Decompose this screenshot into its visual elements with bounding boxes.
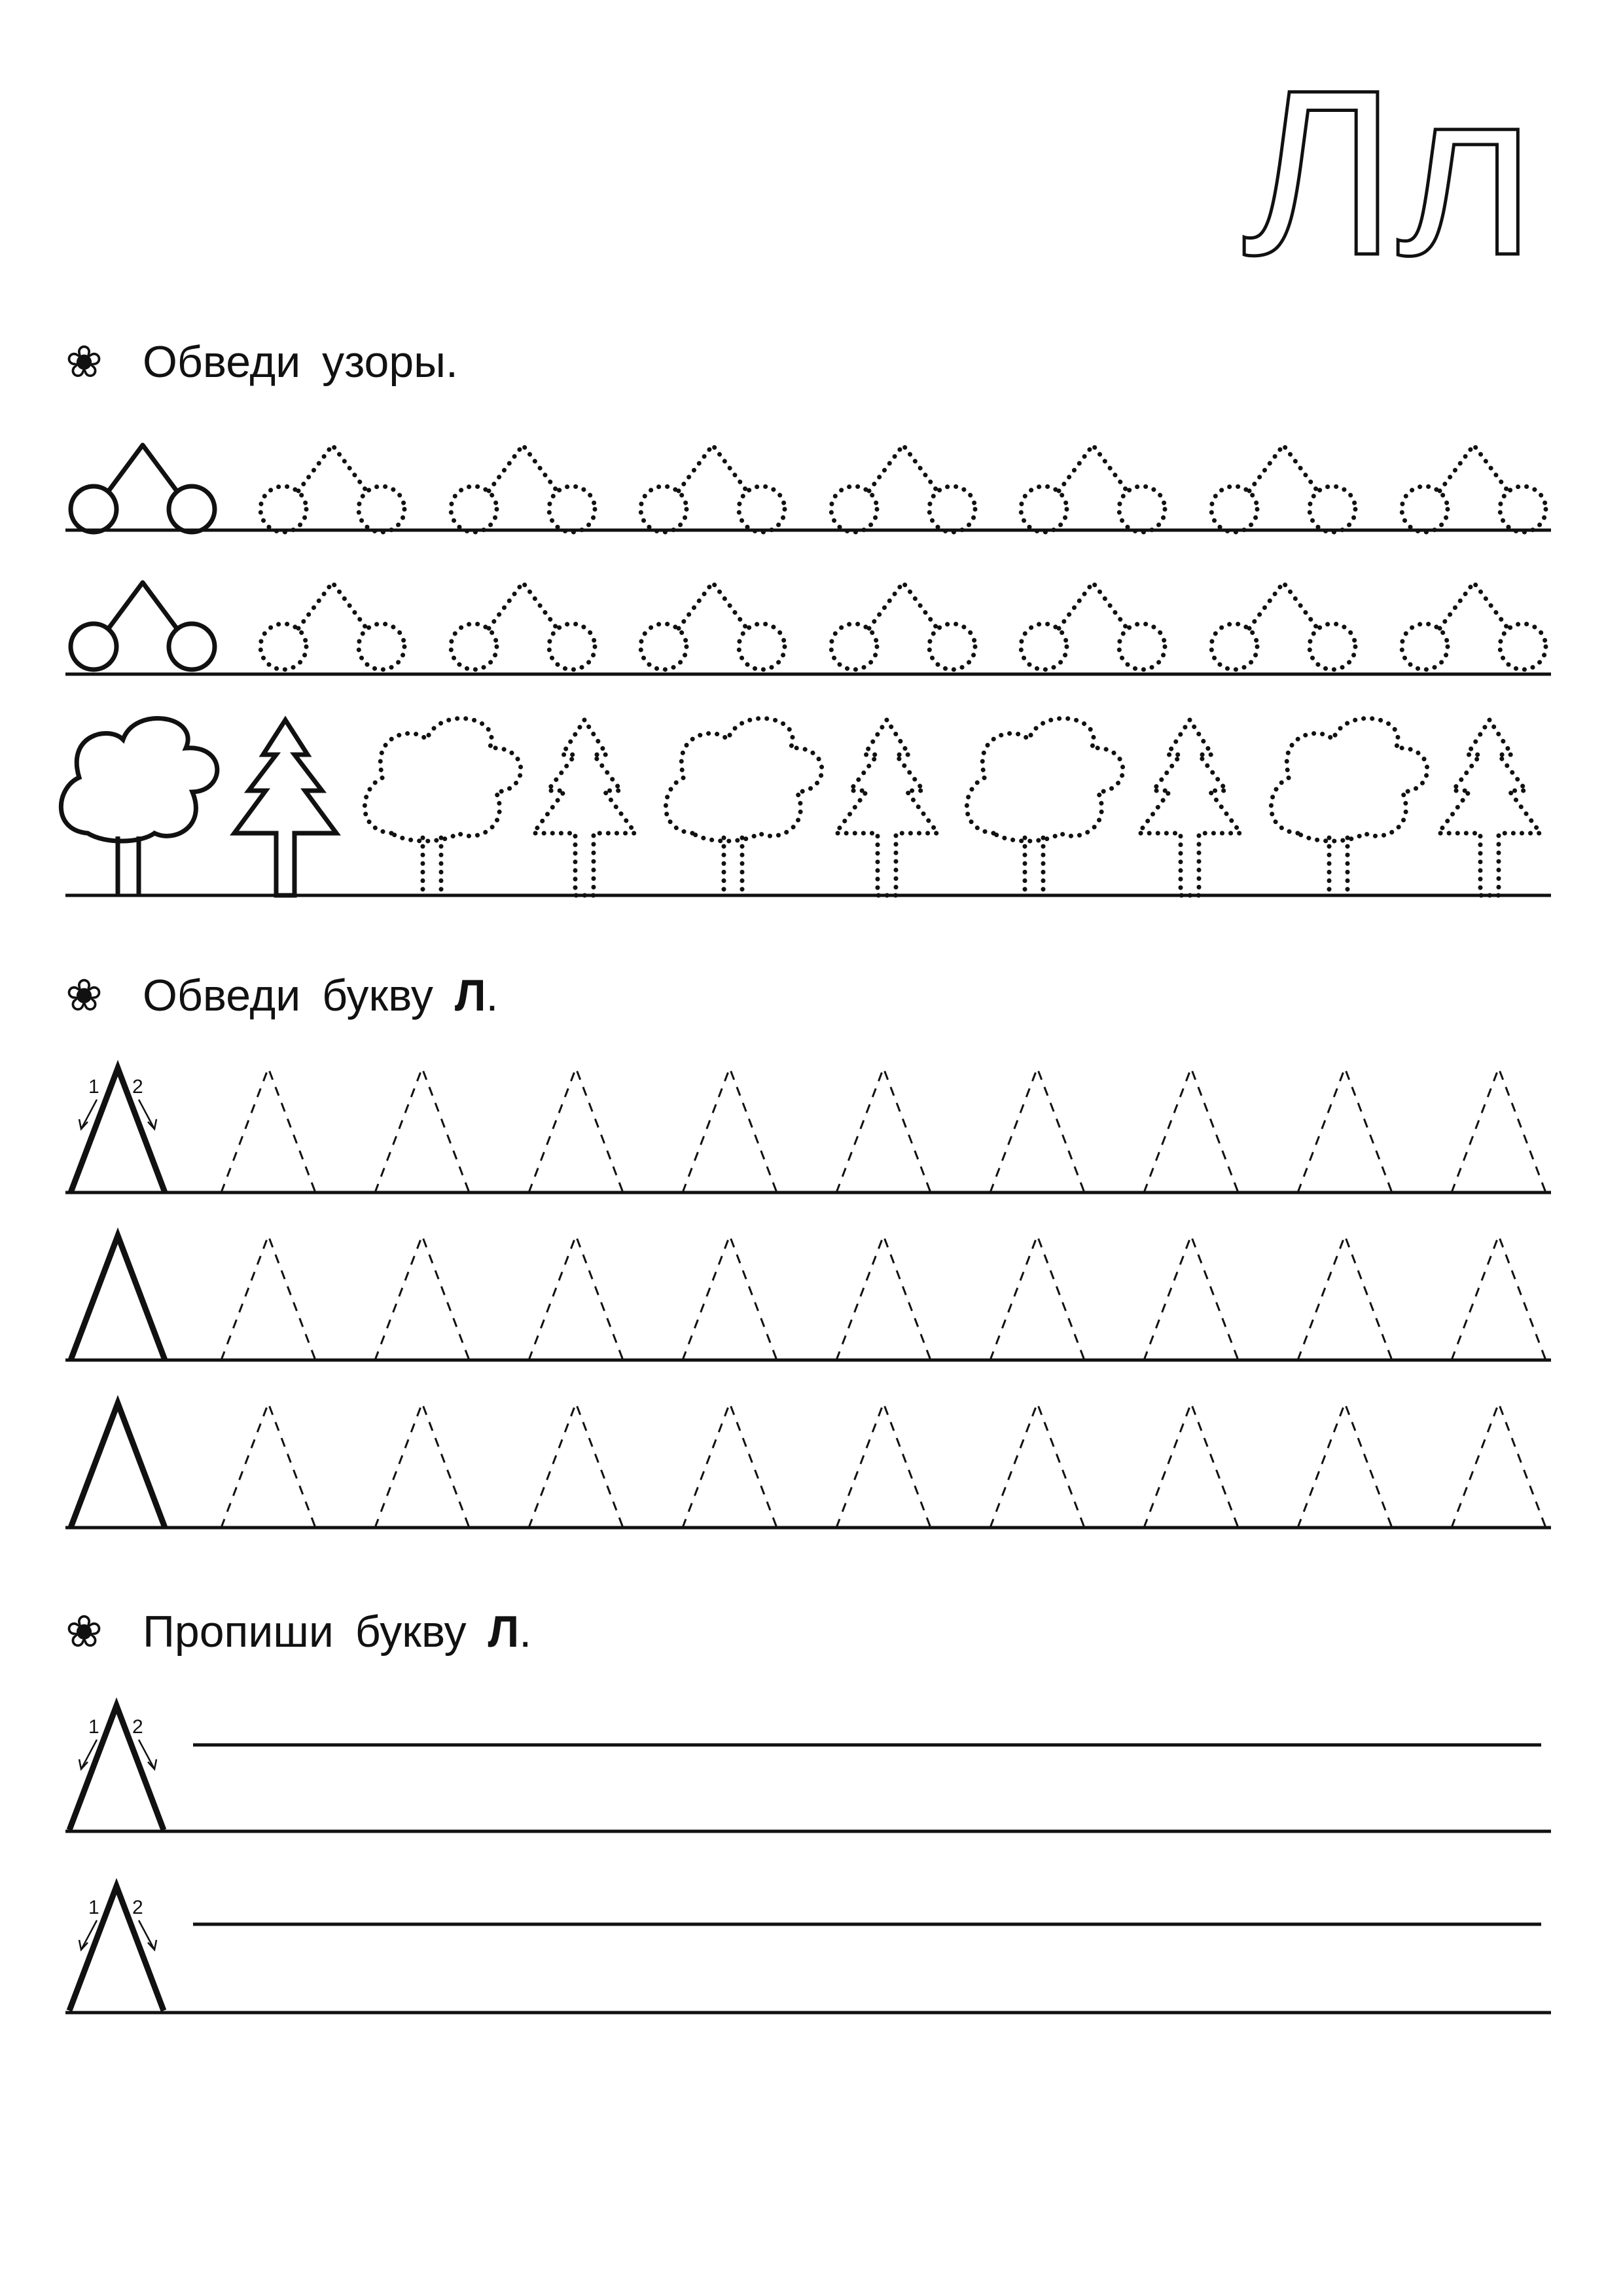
sample-letter — [71, 1236, 165, 1360]
flower-bullet-icon: ❀ — [65, 971, 103, 1020]
traceable-letter[interactable] — [529, 1236, 623, 1360]
trace-letter-instruction-text: Обведи букву — [143, 971, 455, 1020]
traceable-fir-tree-icon[interactable] — [1139, 720, 1241, 895]
traceable-letter[interactable] — [529, 1068, 623, 1193]
traceable-tree-icon[interactable] — [1271, 719, 1427, 895]
trace-letter-period: . — [486, 971, 499, 1020]
sample-tree-icon — [61, 719, 217, 895]
traceable-tree-icon[interactable] — [666, 719, 821, 895]
traceable-letter[interactable] — [1452, 1403, 1546, 1528]
stroke-number-1: 1 — [88, 1076, 99, 1098]
traceable-fir-tree-icon[interactable] — [533, 720, 635, 895]
section-trace-letter — [65, 971, 1551, 1528]
header-letter-pair — [1242, 41, 1534, 304]
traceable-pattern[interactable] — [641, 583, 785, 670]
traceable-pattern[interactable] — [1402, 445, 1546, 532]
traceable-pattern[interactable] — [1211, 583, 1355, 670]
stroke-number-2: 2 — [132, 1897, 143, 1918]
traceable-letter[interactable] — [375, 1403, 469, 1528]
traceable-pattern[interactable] — [1211, 445, 1355, 532]
traceable-letter[interactable] — [683, 1236, 777, 1360]
traceable-pattern[interactable] — [831, 583, 975, 670]
traceable-letter[interactable] — [1144, 1236, 1238, 1360]
tracing-row-1 — [65, 1068, 1551, 1193]
traceable-letter[interactable] — [683, 1403, 777, 1528]
sample-letter — [71, 1403, 165, 1528]
traceable-letter[interactable] — [1298, 1236, 1392, 1360]
traceable-letter[interactable] — [990, 1236, 1084, 1360]
flower-bullet-icon: ❀ — [65, 1607, 103, 1657]
traceable-tree-icon[interactable] — [365, 719, 520, 895]
traceable-pattern[interactable] — [451, 583, 595, 670]
stroke-number-2: 2 — [132, 1076, 143, 1098]
traceable-letter[interactable] — [221, 1236, 315, 1360]
section-write-letter — [65, 1607, 1551, 2013]
traceable-letter[interactable] — [836, 1068, 931, 1193]
traceable-pattern[interactable] — [831, 445, 975, 532]
traceable-letter[interactable] — [1144, 1403, 1238, 1528]
traceable-letter[interactable] — [1298, 1403, 1392, 1528]
traceable-letter[interactable] — [1298, 1068, 1392, 1193]
stroke-number-2: 2 — [132, 1716, 143, 1738]
trace-letter-target: Л — [454, 971, 486, 1020]
traceable-letter[interactable] — [683, 1068, 777, 1193]
write-letter-instruction — [143, 1607, 531, 1657]
traceable-letter[interactable] — [375, 1236, 469, 1360]
pattern-row-1 — [65, 445, 1551, 532]
traceable-pattern[interactable] — [451, 445, 595, 532]
traceable-tree-icon[interactable] — [967, 719, 1122, 895]
traceable-letter[interactable] — [1452, 1236, 1546, 1360]
traceable-pattern[interactable] — [1021, 583, 1165, 670]
sample-fir-tree-icon — [234, 720, 336, 895]
header-letter-pair-text: Лл — [1242, 41, 1535, 304]
traceable-pattern[interactable] — [260, 445, 404, 532]
traceable-pattern[interactable] — [641, 445, 785, 532]
traceable-fir-tree-icon[interactable] — [1438, 720, 1541, 895]
sample-letter — [69, 1706, 164, 1830]
traceable-letter[interactable] — [375, 1068, 469, 1193]
traceable-fir-tree-icon[interactable] — [836, 720, 938, 895]
traceable-letter[interactable] — [1144, 1068, 1238, 1193]
stroke-number-1: 1 — [88, 1897, 99, 1918]
traceable-letter[interactable] — [221, 1403, 315, 1528]
write-letter-target: Л — [488, 1607, 520, 1657]
traceable-pattern[interactable] — [260, 583, 404, 670]
patterns-instruction: Обведи узоры. — [143, 337, 458, 387]
flower-bullet-icon: ❀ — [65, 337, 103, 387]
traceable-letter[interactable] — [529, 1403, 623, 1528]
sample-pattern — [71, 583, 215, 670]
sample-letter — [71, 1068, 165, 1193]
writing-row-2 — [65, 1886, 1551, 2013]
tracing-row-2 — [65, 1236, 1551, 1360]
pattern-row-2 — [65, 583, 1551, 674]
traceable-letter[interactable] — [221, 1068, 315, 1193]
sample-pattern — [71, 445, 215, 532]
section-patterns — [61, 337, 1551, 895]
traceable-letter[interactable] — [990, 1403, 1084, 1528]
write-letter-period: . — [519, 1607, 532, 1657]
write-letter-instruction-text: Пропиши букву — [143, 1607, 488, 1657]
sample-letter — [69, 1886, 164, 2011]
stroke-number-1: 1 — [88, 1716, 99, 1738]
writing-row-1 — [65, 1706, 1551, 1831]
traceable-letter[interactable] — [836, 1236, 931, 1360]
traceable-letter[interactable] — [836, 1403, 931, 1528]
trace-letter-instruction — [143, 971, 498, 1020]
tree-row — [61, 719, 1551, 895]
traceable-letter[interactable] — [1452, 1068, 1546, 1193]
traceable-pattern[interactable] — [1021, 445, 1165, 532]
traceable-pattern[interactable] — [1402, 583, 1546, 670]
tracing-row-3 — [65, 1403, 1551, 1528]
traceable-letter[interactable] — [990, 1068, 1084, 1193]
